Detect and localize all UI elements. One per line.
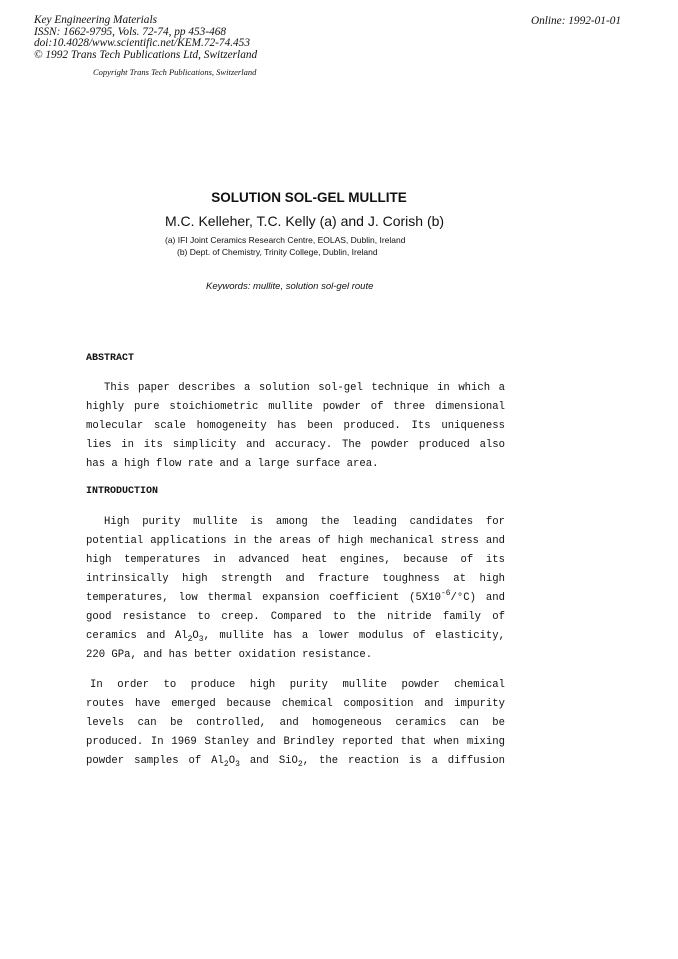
authors: M.C. Kelleher, T.C. Kelly (a) and J. Corish (b)	[165, 213, 445, 229]
text: O	[228, 755, 236, 767]
introduction-heading: INTRODUCTION	[86, 486, 159, 497]
subscript: 2	[297, 760, 303, 769]
abstract-line: This paper describes a solution sol-gel technique in which a	[104, 382, 505, 394]
journal-header	[34, 15, 257, 61]
issn: ISSN: 1662-9795, Vols. 72-74, pp 453-468	[34, 25, 227, 38]
subscript: 3	[235, 760, 240, 769]
intro-line	[86, 755, 505, 767]
abstract-line: lies in its simplicity and accuracy. The powder produced also	[86, 439, 505, 451]
subscript: 2	[187, 635, 193, 644]
intro-line: potential applications in the areas of high mechanical stress and	[86, 535, 505, 547]
superscript: -6	[440, 589, 451, 598]
text: ceramics and Al	[86, 630, 188, 642]
journal-name: Key Engineering Materials	[34, 14, 157, 26]
abstract-heading: ABSTRACT	[86, 353, 135, 364]
intro-line: In order to produce high purity mullite powder chemical	[90, 679, 505, 691]
intro-line: good resistance to creep. Compared to the nitride family of	[86, 611, 505, 623]
intro-line: levels can be controlled, and homogeneous ceramics can be	[86, 717, 505, 729]
abstract-line: molecular scale homogeneity has been produced. Its uniqueness	[86, 420, 505, 432]
paper-title: SOLUTION SOL-GEL MULLITE	[211, 190, 407, 205]
intro-line	[86, 589, 506, 604]
subscript: 2	[223, 760, 229, 769]
subscript: 3	[198, 635, 204, 644]
doi: doi:10.4028/www.scientific.net/KEM.72-74.453	[34, 37, 250, 49]
intro-line: high temperatures in advanced heat engines, because of its	[86, 554, 505, 566]
intro-line: 220 GPa, and has better oxidation resistance.	[86, 649, 373, 661]
abstract-line: highly pure stoichiometric mullite powder of three dimensional	[86, 401, 505, 413]
intro-line: routes have emerged because chemical composition and impurity	[86, 698, 505, 710]
text: powder samples of Al	[86, 755, 224, 767]
intro-line	[86, 630, 505, 642]
copyright: © 1992 Trans Tech Publications Ltd, Switzerland	[34, 48, 258, 61]
intro-line: High purity mullite is among the leading candidates for	[104, 516, 505, 528]
affiliation-b: (b) Dept. of Chemistry, Trinity College, Dublin, Ireland	[177, 247, 378, 257]
copyright-stamp: Copyright Trans Tech Publications, Switzerland	[93, 67, 257, 77]
text: /°C) and	[450, 592, 506, 604]
text: and SiO	[239, 755, 298, 767]
text: O	[192, 630, 199, 642]
intro-line: produced. In 1969 Stanley and Brindley reported that when mixing	[86, 736, 505, 748]
text: temperatures, low thermal expansion coefficient (5X10	[86, 592, 441, 604]
text: , mullite has a lower modulus of elasticity,	[203, 630, 506, 642]
intro-line: intrinsically high strength and fracture toughness at high	[86, 573, 505, 585]
text: , the reaction is a diffusion	[302, 755, 505, 767]
abstract-line: has a high flow rate and a large surface area.	[86, 458, 379, 470]
affiliation-a: (a) IFI Joint Ceramics Research Centre, EOLAS, Dublin, Ireland	[165, 235, 406, 245]
keywords: Keywords: mullite, solution sol-gel route	[206, 281, 374, 292]
online-date: Online: 1992-01-01	[530, 15, 621, 27]
